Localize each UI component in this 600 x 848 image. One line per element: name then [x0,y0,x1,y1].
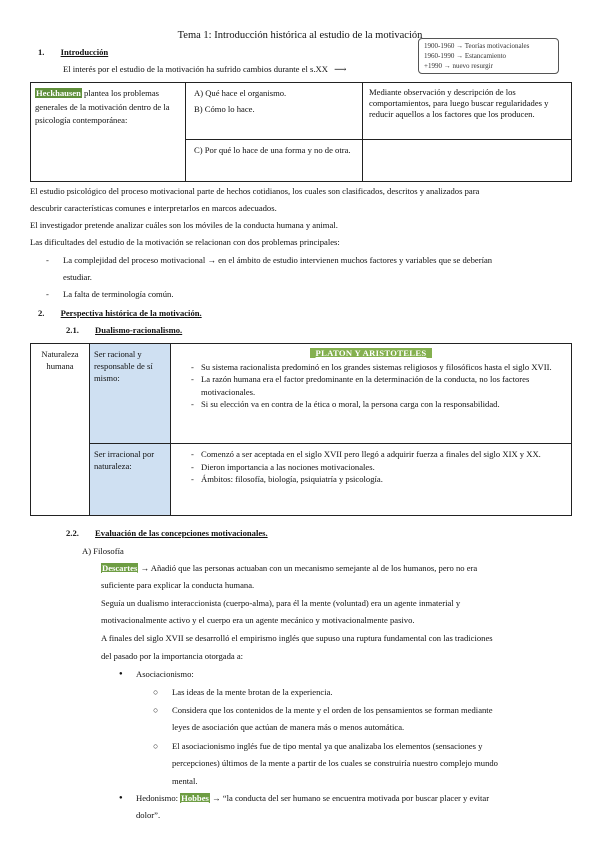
author-heckhausen: Heckhausen [36,88,81,98]
intro-text: El interés por el estudio de la motivación ha sufrido cambios durante el s.XX [63,64,328,74]
section-title: Introducción [60,47,109,57]
asoc-item-3-cont: mental. [172,776,198,786]
table1-questions [186,83,363,140]
timeline-item: 1960-1990 → Estancamiento [424,52,507,60]
descartes-line [101,562,477,576]
bullet-circle-icon: ○ [153,741,159,751]
arrow-icon: ⟶ [334,64,347,74]
list-item: - Ámbitos: filosofía, biología, psiquiatría y psicología. [191,473,565,486]
list-item: - Comenzó a ser aceptada en el siglo XVII pero llegó a adquirir fuerza a finales del siglo XIX y XX. [191,448,565,461]
hedonismo-item [119,792,490,806]
section-2-heading [38,307,202,321]
question-c: C) Por qué lo hace de una forma y no de otra. [186,140,363,182]
section-1-heading [38,46,108,60]
section-title: Evaluación de las concepciones motivacionales. [95,528,268,538]
table1-col1-text: plantea los problemas generales de la motivación dentro de la psicología contemporánea: [35,88,170,125]
list-item: - La razón humana era el factor predominante en la determinación de la conducta, no los factores motivacionales. [191,373,565,398]
section-21-heading [66,324,182,338]
asociacionismo-label: Asociacionismo: [136,669,194,679]
author-descartes: Descartes [102,563,138,573]
timeline-item: +1990 → nuevo resurgir [424,62,493,70]
bullet-icon: ● [119,671,123,677]
table1-empty-cell [363,140,572,182]
paragraph-line: A finales del siglo XVII se desarrolló el empirismo inglés que supuso una ruptura fundamental con las tradiciones [101,633,493,643]
paragraph-line: El estudio psicológico del proceso motivacional parte de hechos cotidianos, los cuales son clasificados, descritos y analizados para [30,186,480,196]
paragraph-line: motivacionalmente activo y el cuerpo era un agente mecánico y motivacionalmente pasivo. [101,615,415,625]
paragraph-line: descubrir características comunes e interpretarlos en marcos adecuados. [30,203,277,213]
rational-details [171,344,572,444]
section-number: 2. [38,308,45,318]
list-item: - Su sistema racionalista predominó en los grandes sistemas religiosos y filosóficos hasta el siglo XVII. [191,361,565,374]
paragraph-line: El investigador pretende analizar cuáles son los móviles de la conducta humana y animal. [30,220,338,230]
rational-list [177,361,565,411]
section-title: Dualismo-racionalismo. [95,325,183,335]
paragraph-line: Seguía un dualismo interaccionista (cuerpo-alma), para él la mente (voluntad) era un agente inmaterial y [101,598,461,608]
problem-2: La falta de terminología común. [63,289,174,299]
page-title: Tema 1: Introducción histórica al estudio de la motivación [177,30,423,41]
question-a: A) Qué hace el organismo. [194,88,287,98]
table1-col1 [31,83,186,182]
asoc-item-3-cont: percepciones) últimos de la mente a partir de los cuales se construiría nuestro complejo mundo [172,758,498,768]
list-item: - Dieron importancia a las nociones motivacionales. [191,461,565,474]
list-item: - Si su elección va en contra de la ética o moral, la persona carga con la responsabilidad. [191,398,565,411]
question-b: B) Cómo lo hace. [194,103,255,114]
dash-icon: - [46,255,49,265]
paragraph-line: del pasado por la importancia otorgada a: [101,651,244,661]
problem-1: La complejidad del proceso motivacional → en el ámbito de estudio intervienen muchos factores y variables que se deberían [63,255,493,265]
bullet-icon: ● [119,795,123,801]
irrational-details [171,444,572,516]
paragraph-line: suficiente para explicar la conducta humana. [101,580,255,590]
author-hobbes: Hobbes [181,793,209,803]
asoc-item-2-cont: leyes de asociación que actúan de manera más o menos automática. [172,722,405,732]
section-number: 2.1. [66,325,79,335]
hedonismo-cont: dolor”. [136,810,161,820]
asoc-item-2: Considera que los contenidos de la mente y el orden de los pensamientos se forman mediante [172,705,493,715]
rational-cell: Ser racional y responsable de sí mismo: [90,344,171,444]
intro-line [63,63,346,77]
timeline-item: 1900-1960 → Teorías motivacionales [424,42,530,50]
paragraph-line: Las dificultades del estudio de la motivación se relacionan con dos problemas principales: [30,237,340,247]
section-22-heading [66,527,268,541]
descartes-text: → Añadió que las personas actuaban con un mecanismo semejante al de los humanos, pero no era [140,563,478,573]
section-number: 1. [38,47,45,57]
heckhausen-table [30,82,572,182]
asoc-item-3: El asociacionismo inglés fue de tipo mental ya que analizaba los elementos (sensaciones y [172,741,483,751]
dash-icon: - [46,289,49,299]
hedonismo-label: Hedonismo: [136,793,179,803]
table1-col3: Mediante observación y descripción de los comportamientos, para luego buscar regularidades y reducir aquellos a los factores que los producen. [363,83,572,140]
human-nature-cell: Naturaleza humana [31,344,90,516]
asoc-item-1: Las ideas de la mente brotan de la experiencia. [172,687,333,697]
section-title: Perspectiva histórica de la motivación. [60,308,202,318]
platon-aristoteles-label: PLATON Y ARISTOTELES [310,348,433,358]
dualism-table [30,343,572,516]
hedonismo-text: → “la conducta del ser humano se encuentra motivada por buscar placer y evitar [212,793,490,803]
asociacionismo-item [119,668,194,682]
philosophy-label: A) Filosofía [82,546,124,556]
bullet-circle-icon: ○ [153,687,159,697]
section-number: 2.2. [66,528,79,538]
timeline-box [418,38,559,74]
problem-1-cont: estudiar. [63,272,92,282]
irrational-cell: Ser irracional por naturaleza: [90,444,171,516]
bullet-circle-icon: ○ [153,705,159,715]
irrational-list [177,448,565,486]
